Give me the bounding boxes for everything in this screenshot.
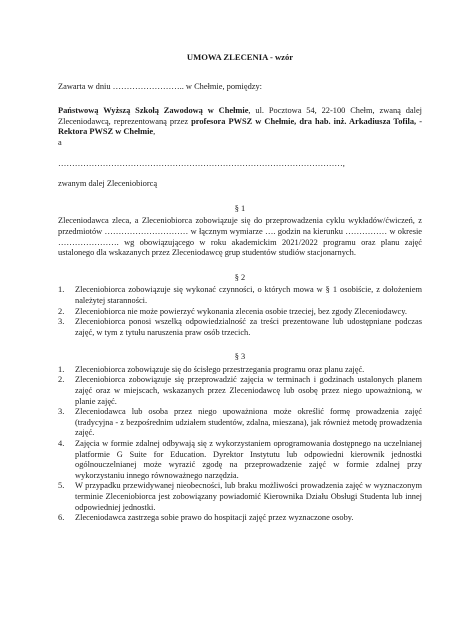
item-number: 2. [58,306,65,316]
item-text: W przypadku przewidywanej nieobecności, lub braku możliwości prowadzenia zajęć w wyznaczonym terminie Zleceniobiorca jest zobowiązany powiadomić Kierownika Działu Obsługi Studenta lub innej odpowiedniej jednostki. [75,481,422,512]
party1-comma: , [153,127,156,137]
list-item [58,481,422,513]
item-number: 1. [58,364,65,374]
item-text: Zleceniobiorca ponosi wszelką odpowiedzialność za treści prezentowane lub udostępniane podczas zajęć, w tym z tytułu naruszenia praw osób trzecich. [75,317,422,337]
party2-dots-line: …………………………………………………………………………………………, [58,158,345,168]
list-item [58,375,422,407]
party1-paragraph [58,106,422,138]
item-number: 2. [58,375,65,385]
section-3-heading: § 3 [234,352,246,362]
section-1-paragraph: Zleceniodawca zleca, a Zleceniobiorca zobowiązuje się do przeprowadzenia cyklu wykładów/ćwiczeń, z przedmiotów ………………………… w łącznym wymiarze …. godzin na kierunku …………… w okresie …………………. wg obowiązującego w roku akademickim 2021/2022 programu oraz planu zajęć ustalonego dla wskazanych przez Zleceniodawcę grup studentów studiów stacjonarnych. [58,216,422,258]
item-number: 1. [58,285,65,295]
list-item [58,513,422,524]
party1-address: , ul. Pocztowa 54, 22-100 Chełm, zwaną dalej Zleceniodawcą, reprezentowaną przez [58,106,423,126]
item-text: Zleceniobiorca zobowiązuje się do ścisłego przestrzegania programu oraz planu zajęć. [75,364,365,374]
intro-line: Zawarta w dniu …………………….. w Chełmie, pomiędzy: [58,81,262,91]
item-text: Zleceniobiorca zobowiązuje się przeprowadzić zajęcia w terminach i godzinach ustalonych planem zajęć oraz w miejscach, wskazanych przez Zleceniodawcę lub osobę przez niego upoważnioną, w planie zajęć. [75,375,422,406]
item-text: Zleceniobiorca zobowiązuje się wykonać czynności, o których mowa w § 1 osobiście, z dołożeniem należytej staranności. [75,285,422,305]
document-title: UMOWA ZLECENIA - wzór [186,52,294,62]
section-3-list [58,365,422,524]
item-number: 3. [58,407,65,417]
section-2-list [58,285,422,338]
list-item [58,307,422,318]
called-line: zwanym dalej Zleceniobiorcą [58,179,158,189]
item-text: Zleceniodawca lub osoba przez niego upoważniona może określić formę prowadzenia zajęć (tradycyjna - z bezpośrednim udziałem studentów, zdalna, mieszana), jak również metodę prowadzenia zajęć. [75,407,422,438]
section-1-heading: § 1 [234,203,246,213]
item-text: Zajęcia w formie zdalnej odbywają się z wykorzystaniem oprogramowania dostępnego na uczelnianej platformie G Suite for Education. Dyrektor Instytutu lub odpowiedni kierownik jednostki ogólnouczelnianej może wyrazić zgodę na przeprowadzenie zajęć w formie zdalnej przy wykorzystaniu innego równoważnego narzędzia. [75,439,422,480]
section-2-heading: § 2 [234,272,246,282]
item-number: 3. [58,317,65,327]
list-item [58,439,422,481]
item-text: Zleceniodawca zastrzega sobie prawo do hospitacji zajęć przez wyznaczone osoby. [75,513,354,523]
item-number: 6. [58,513,65,523]
list-item [58,365,422,376]
list-item [58,317,422,338]
list-item [58,285,422,306]
item-number: 4. [58,439,65,449]
party1-representative: profesora PWSZ w Chełmie, dra hab. inż. Arkadiusza Tofila, - Rektora PWSZ w Chełmie [58,116,422,137]
item-text: Zleceniobiorca nie może powierzyć wykonania zlecenia osobie trzeciej, bez zgody Zleceniodawcy. [75,306,407,316]
party1-name: Państwową Wyższą Szkołą Zawodową w Chełmie [58,106,249,116]
and-word: a [58,137,62,147]
list-item [58,407,422,439]
item-number: 5. [58,481,65,491]
